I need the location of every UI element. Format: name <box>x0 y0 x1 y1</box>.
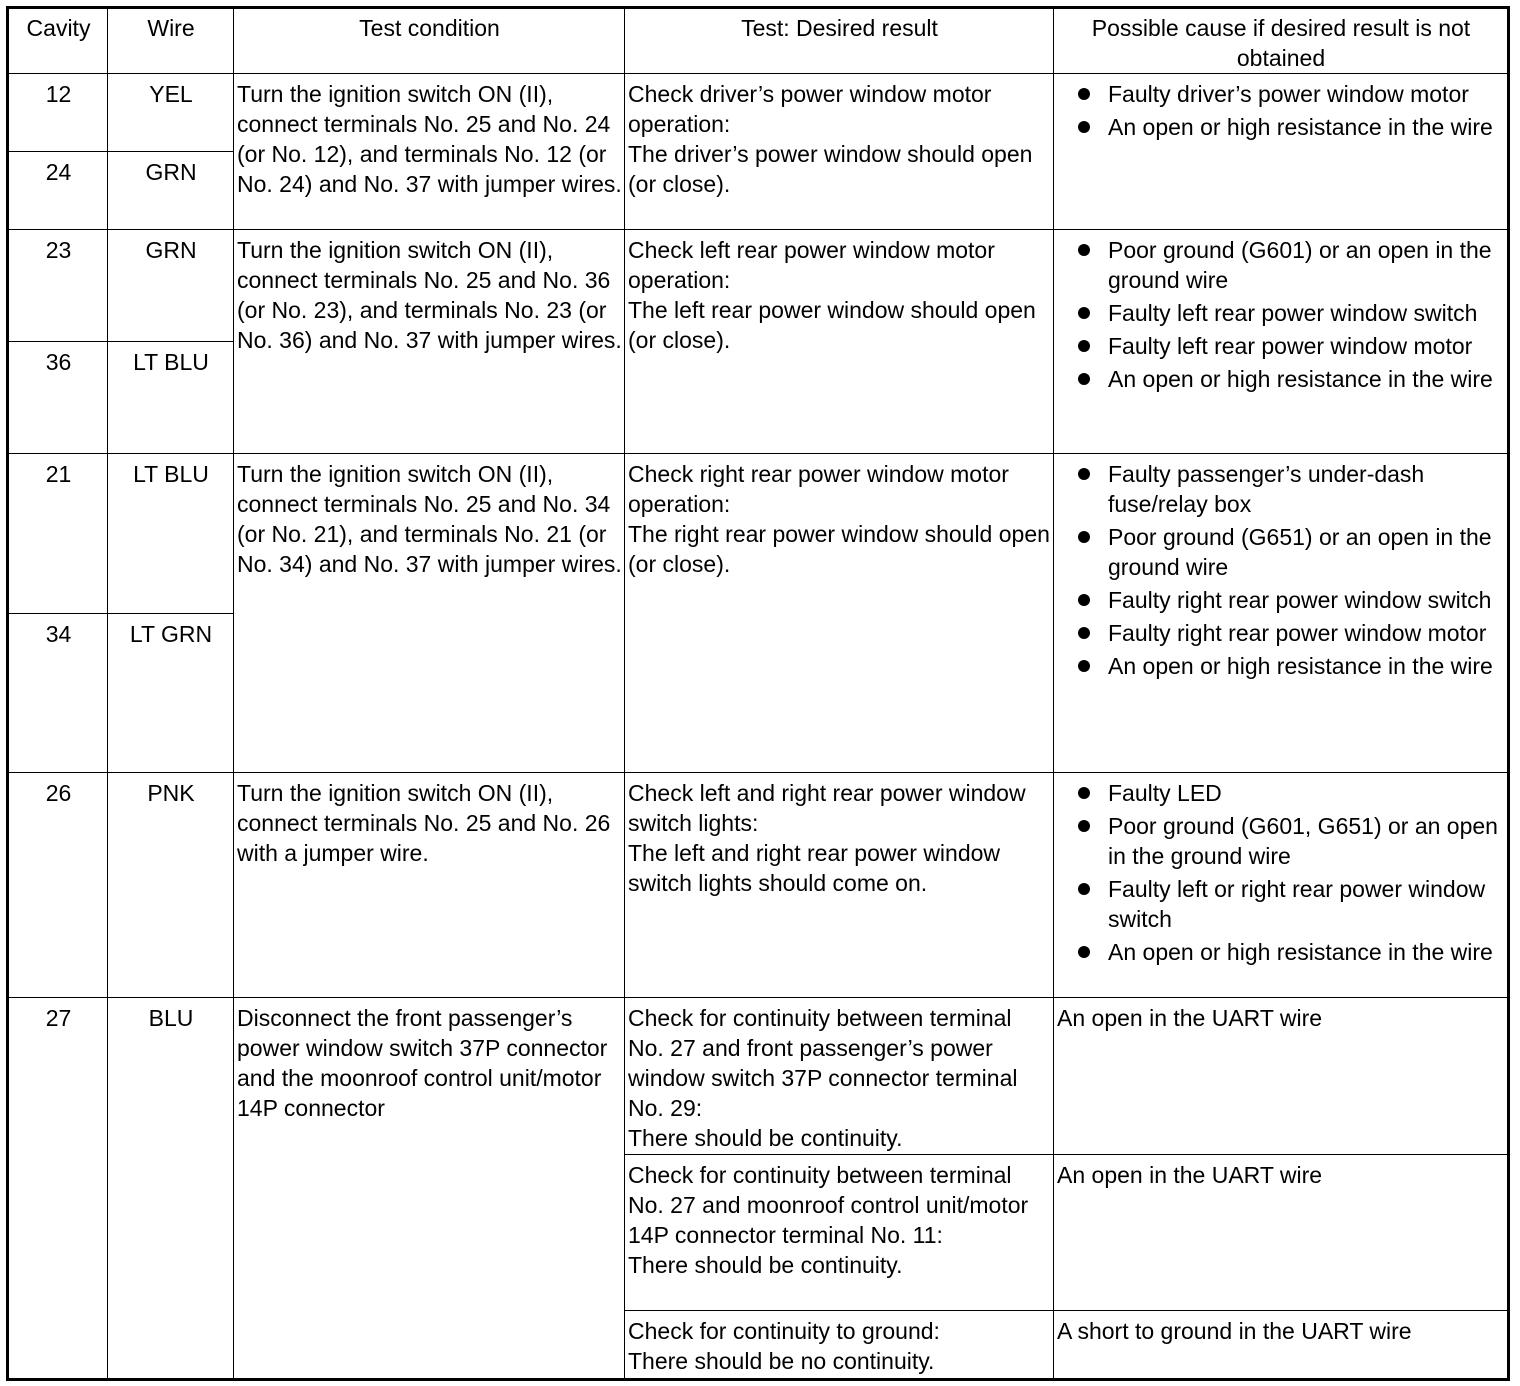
cause-item: An open or high resistance in the wire <box>1057 364 1505 394</box>
bullet-icon <box>1078 787 1090 799</box>
cause-cell: An open in the UART wire <box>1054 1155 1509 1311</box>
result-text: Check for continuity between terminal No. 27 and front passenger’s power window switch 37P connector terminal No. 29: <box>628 1005 1018 1121</box>
cavity-cell: 21 <box>8 454 108 614</box>
wire-cell: LT BLU <box>108 454 234 614</box>
cause-cell: An open in the UART wire <box>1054 998 1509 1155</box>
result-text: Check left and right rear power window switch lights: <box>628 780 1026 836</box>
wire-cell: BLU <box>108 998 234 1380</box>
cause-cell <box>1054 454 1509 773</box>
cause-cell <box>1054 773 1509 998</box>
result-text: The driver’s power window should open (or close). <box>628 141 1033 197</box>
result-text: Check driver’s power window motor operation: <box>628 81 992 137</box>
header-wire: Wire <box>108 8 234 74</box>
cavity-cell: 36 <box>8 342 108 454</box>
cause-cell <box>1054 230 1509 454</box>
cavity-cell: 23 <box>8 230 108 342</box>
cause-item: Faulty right rear power window motor <box>1057 618 1505 648</box>
bullet-icon <box>1078 627 1090 639</box>
bullet-icon <box>1078 946 1090 958</box>
bullet-icon <box>1078 121 1090 133</box>
cavity-cell: 12 <box>8 74 108 152</box>
condition-cell: Turn the ignition switch ON (II), connect terminals No. 25 and No. 34 (or No. 21), and terminals No. 21 (or No. 34) and No. 37 with jumper wires. <box>234 454 625 773</box>
result-cell <box>625 230 1054 454</box>
cause-item: Faulty right rear power window switch <box>1057 585 1505 615</box>
bullet-icon <box>1078 244 1090 256</box>
bullet-icon <box>1078 531 1090 543</box>
cavity-cell: 34 <box>8 614 108 773</box>
result-cell <box>625 773 1054 998</box>
bullet-icon <box>1078 340 1090 352</box>
condition-cell: Disconnect the front passenger’s power window switch 37P connector and the moonroof control unit/motor 14P connector <box>234 998 625 1380</box>
wire-cell: GRN <box>108 152 234 230</box>
result-text: Check left rear power window motor operation: <box>628 237 995 293</box>
bullet-icon <box>1078 373 1090 385</box>
header-result: Test: Desired result <box>625 8 1054 74</box>
result-text: There should be no continuity. <box>628 1348 935 1374</box>
result-text: The left and right rear power window switch lights should come on. <box>628 840 1001 896</box>
result-text: Check for continuity between terminal No. 27 and moonroof control unit/motor 14P connector terminal No. 11: <box>628 1162 1029 1248</box>
bullet-icon <box>1078 468 1090 480</box>
cause-item: Poor ground (G601, G651) or an open in the ground wire <box>1057 811 1505 871</box>
cavity-cell: 27 <box>8 998 108 1380</box>
cavity-cell: 26 <box>8 773 108 998</box>
cause-cell <box>1054 74 1509 230</box>
result-text: Check for continuity to ground: <box>628 1318 940 1344</box>
table-row <box>8 74 1509 152</box>
table-row <box>8 454 1509 614</box>
result-text: The left rear power window should open (or close). <box>628 297 1036 353</box>
result-cell <box>625 74 1054 230</box>
result-cell <box>625 454 1054 773</box>
result-text: The right rear power window should open (or close). <box>628 521 1050 577</box>
condition-cell: Turn the ignition switch ON (II), connect terminals No. 25 and No. 36 (or No. 23), and terminals No. 23 (or No. 36) and No. 37 with jumper wires. <box>234 230 625 454</box>
wire-cell: GRN <box>108 230 234 342</box>
cause-item: Faulty LED <box>1057 778 1505 808</box>
cause-item: Poor ground (G651) or an open in the ground wire <box>1057 522 1505 582</box>
result-text: Check right rear power window motor operation: <box>628 461 1009 517</box>
cavity-cell: 24 <box>8 152 108 230</box>
result-cell <box>625 1155 1054 1311</box>
wire-cell: LT BLU <box>108 342 234 454</box>
cause-item: An open or high resistance in the wire <box>1057 651 1505 681</box>
cause-item: Poor ground (G601) or an open in the ground wire <box>1057 235 1505 295</box>
cause-item: Faulty left rear power window switch <box>1057 298 1505 328</box>
header-row <box>8 8 1509 74</box>
wire-cell: LT GRN <box>108 614 234 773</box>
bullet-icon <box>1078 88 1090 100</box>
cause-item: Faulty left or right rear power window switch <box>1057 874 1505 934</box>
cause-cell: A short to ground in the UART wire <box>1054 1311 1509 1380</box>
result-text: There should be continuity. <box>628 1252 903 1278</box>
bullet-icon <box>1078 594 1090 606</box>
bullet-icon <box>1078 820 1090 832</box>
cause-item: Faulty left rear power window motor <box>1057 331 1505 361</box>
test-table <box>6 6 1510 1381</box>
table-row <box>8 998 1509 1155</box>
result-cell <box>625 1311 1054 1380</box>
table-row <box>8 230 1509 342</box>
cause-item: An open or high resistance in the wire <box>1057 112 1505 142</box>
header-condition: Test condition <box>234 8 625 74</box>
bullet-icon <box>1078 307 1090 319</box>
cause-item: Faulty driver’s power window motor <box>1057 79 1505 109</box>
result-cell <box>625 998 1054 1155</box>
table-row <box>8 773 1509 998</box>
wire-cell: PNK <box>108 773 234 998</box>
header-cause: Possible cause if desired result is not obtained <box>1054 8 1509 74</box>
condition-cell: Turn the ignition switch ON (II), connect terminals No. 25 and No. 24 (or No. 12), and terminals No. 12 (or No. 24) and No. 37 with jumper wires. <box>234 74 625 230</box>
bullet-icon <box>1078 660 1090 672</box>
result-text: There should be continuity. <box>628 1125 903 1151</box>
condition-cell: Turn the ignition switch ON (II), connect terminals No. 25 and No. 26 with a jumper wire. <box>234 773 625 998</box>
cause-item: Faulty passenger’s under-dash fuse/relay box <box>1057 459 1505 519</box>
wire-cell: YEL <box>108 74 234 152</box>
bullet-icon <box>1078 883 1090 895</box>
cause-item: An open or high resistance in the wire <box>1057 937 1505 967</box>
header-cavity: Cavity <box>8 8 108 74</box>
